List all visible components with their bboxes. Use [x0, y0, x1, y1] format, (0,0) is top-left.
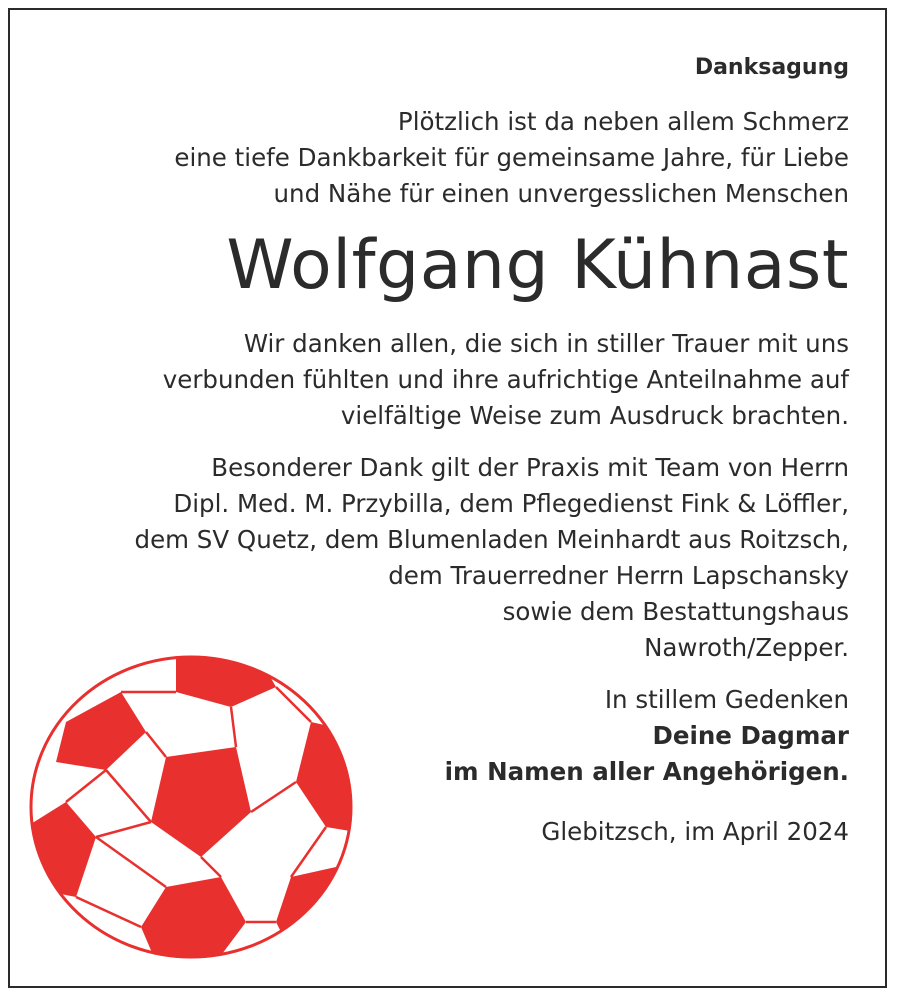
notice-heading: Danksagung	[694, 55, 849, 80]
intro-line: eine tiefe Dankbarkeit für gemeinsame Jahre, für Liebe	[174, 143, 849, 172]
special-thanks-text	[49, 450, 849, 666]
thanks-line: Wir danken allen, die sich in stiller Trauer mit uns	[243, 329, 849, 358]
closing-signature: Deine Dagmar	[652, 721, 849, 750]
special-thanks-line: sowie dem Bestattungshaus	[502, 597, 849, 626]
thanks-line: verbunden fühlten und ihre aufrichtige Anteilnahme auf	[162, 365, 849, 394]
intro-line: und Nähe für einen unvergesslichen Menschen	[273, 179, 849, 208]
notice-text	[49, 52, 849, 850]
special-thanks-line: dem Trauerredner Herrn Lapschansky	[388, 561, 849, 590]
special-thanks-line: Dipl. Med. M. Przybilla, dem Pflegedienst Fink & Löffler,	[173, 489, 849, 518]
special-thanks-line: Nawroth/Zepper.	[644, 633, 849, 662]
intro-text	[49, 104, 849, 212]
special-thanks-line: dem SV Quetz, dem Blumenladen Meinhardt aus Roitzsch,	[134, 525, 849, 554]
place-date: Glebitzsch, im April 2024	[541, 817, 849, 846]
thanks-line: vielfältige Weise zum Ausdruck brachten.	[340, 401, 849, 430]
closing-block	[49, 682, 849, 790]
special-thanks-line: Besonderer Dank gilt der Praxis mit Team von Herrn	[211, 453, 849, 482]
closing-family: im Namen aller Angehörigen.	[444, 757, 849, 786]
closing-memory: In stillem Gedenken	[604, 685, 849, 714]
thanks-text	[49, 326, 849, 434]
deceased-name: Wolfgang Kühnast	[226, 226, 849, 305]
intro-line: Plötzlich ist da neben allem Schmerz	[397, 107, 849, 136]
